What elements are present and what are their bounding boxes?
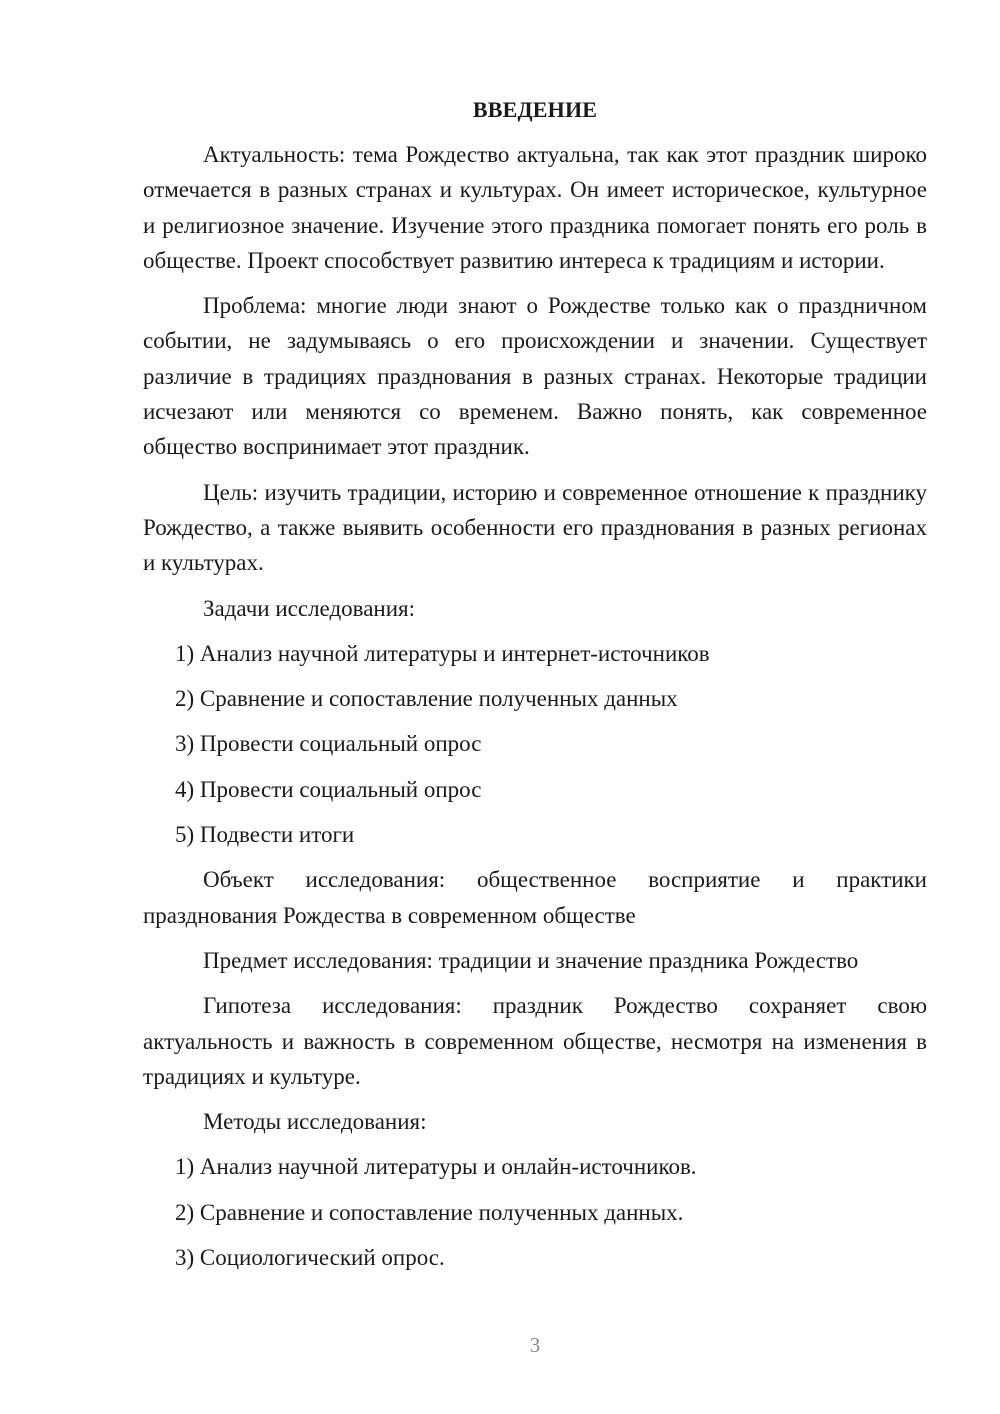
document-page	[143, 92, 927, 1285]
task-item: 2) Сравнение и сопоставление полученных данных	[175, 686, 678, 712]
page-number: 3	[529, 1333, 541, 1357]
task-item: 1) Анализ научной литературы и интернет-источников	[175, 640, 710, 666]
section-title: ВВЕДЕНИЕ	[472, 97, 598, 122]
method-item: 1) Анализ научной литературы и онлайн-источников.	[175, 1154, 697, 1180]
methods-heading: Методы исследования:	[203, 1109, 427, 1135]
object-paragraph: Объект исследования: общественное восприятие и практики празднования Рождества в современном обществе	[143, 867, 927, 928]
method-item: 3) Социологический опрос.	[175, 1245, 445, 1271]
task-item: 3) Провести социальный опрос	[175, 731, 482, 757]
task-item: 5) Подвести итоги	[175, 822, 355, 848]
task-item: 4) Провести социальный опрос	[175, 776, 482, 802]
goal-paragraph: Цель: изучить традиции, историю и современное отношение к празднику Рождество, а также выявить особенности его празднования в разных регионах и культурах.	[143, 479, 927, 576]
relevance-paragraph: Актуальность: тема Рождество актуальна, так как этот праздник широко отмечается в разных странах и культурах. Он имеет историческое, культурное и религиозное значение. Изучение этого праздника помогает понять его роль в обществе. Проект способствует развитию интереса к традициям и истории.	[143, 142, 927, 273]
tasks-heading: Задачи исследования:	[203, 595, 416, 621]
problem-paragraph: Проблема: многие люди знают о Рождестве только как о праздничном событии, не задумываясь о его происхождении и значении. Существует различие в традициях празднования в разных странах. Некоторые традиции исчезают или меняются со временем. Важно понять, как современное общество воспринимает этот праздник.	[143, 293, 927, 460]
subject-paragraph: Предмет исследования: традиции и значение праздника Рождество	[203, 947, 859, 973]
hypothesis-paragraph: Гипотеза исследования: праздник Рождество сохраняет свою актуальность и важность в современном обществе, несмотря на изменения в традициях и культуре.	[143, 993, 927, 1089]
method-item: 2) Сравнение и сопоставление полученных данных.	[175, 1199, 684, 1225]
